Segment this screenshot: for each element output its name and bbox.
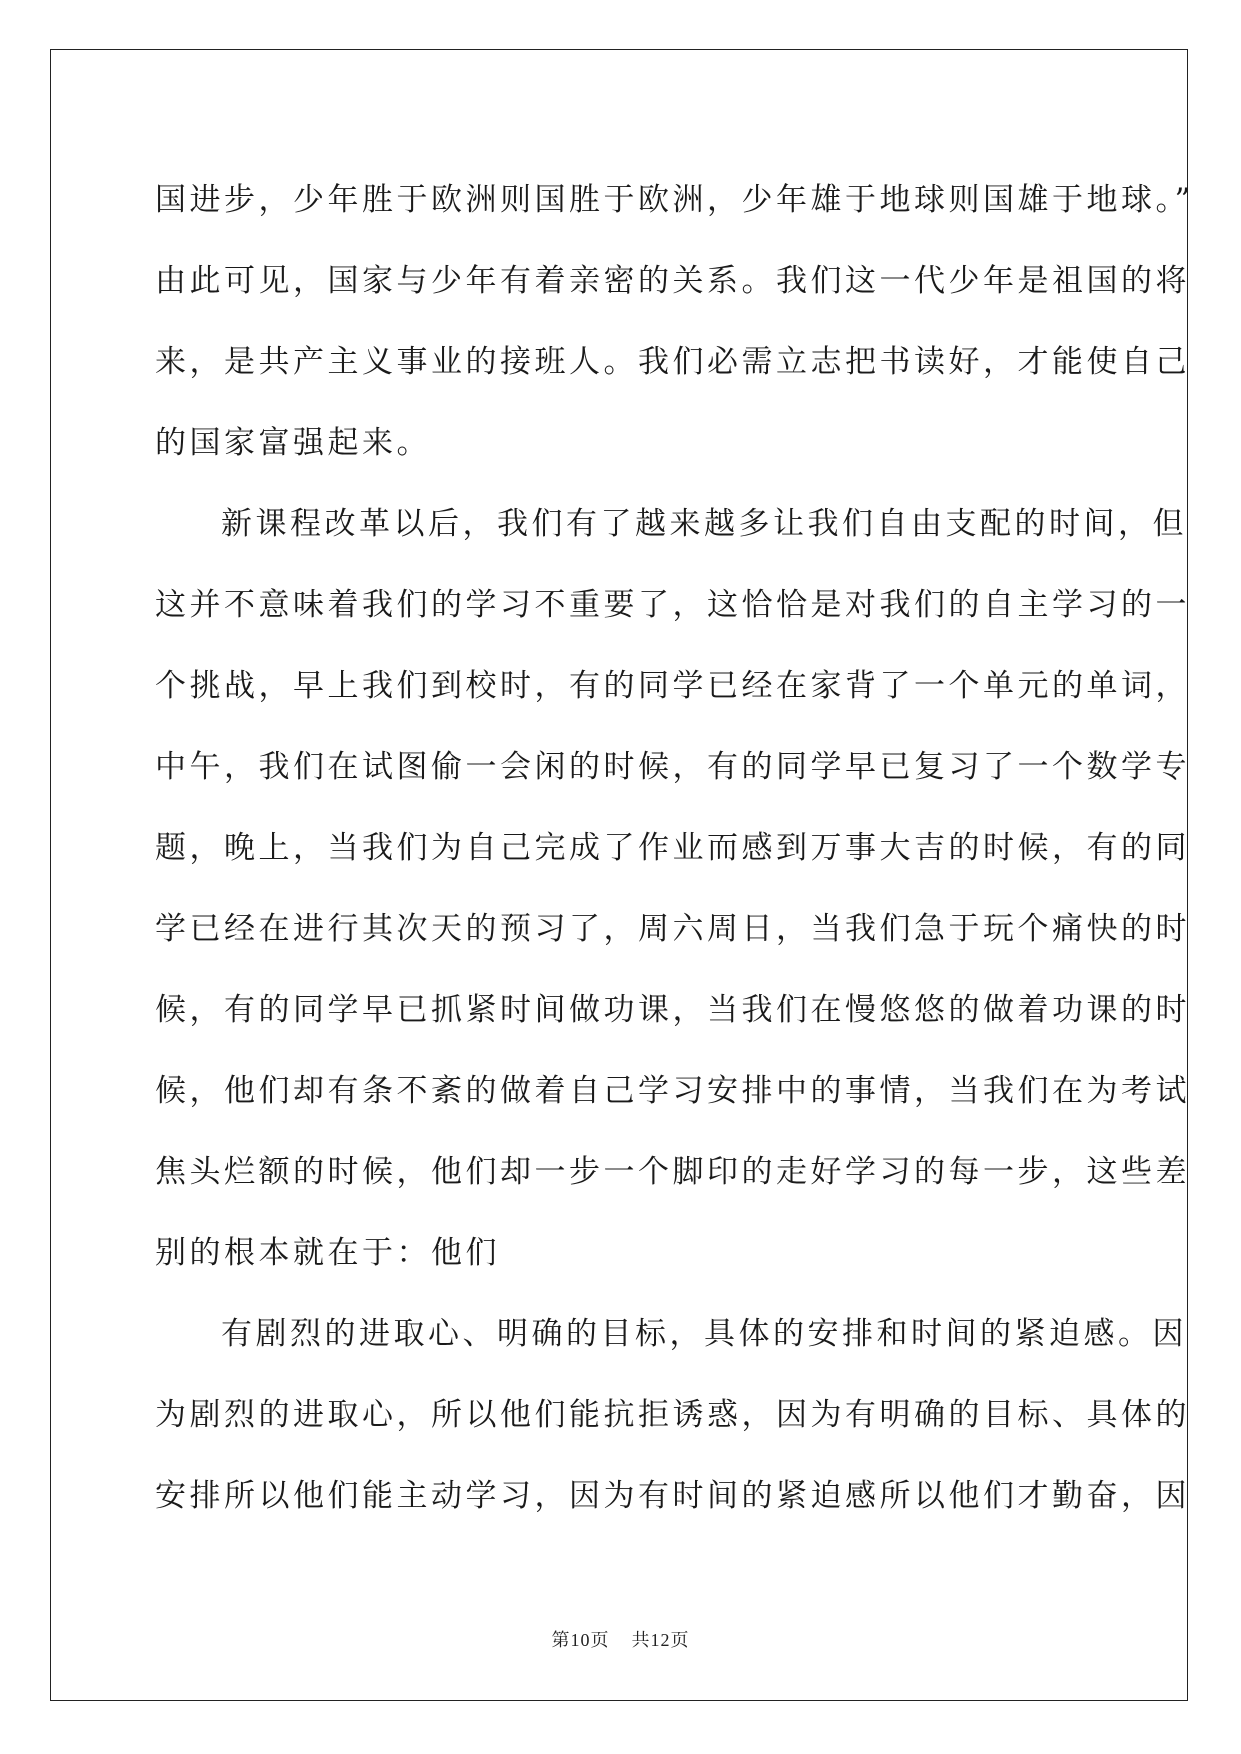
text-line: 题，晚上，当我们为自己完成了作业而感到万事大吉的时候，有的同 bbox=[155, 830, 1190, 866]
text-line: 有剧烈的进取心、明确的目标，具体的安排和时间的紧迫感。因 bbox=[221, 1316, 1187, 1352]
text-line: 为剧烈的进取心，所以他们能抗拒诱惑，因为有明确的目标、具体的 bbox=[155, 1397, 1190, 1433]
text-line: 焦头烂额的时候，他们却一步一个脚印的走好学习的每一步，这些差 bbox=[155, 1154, 1190, 1190]
text-line: 来，是共产主义事业的接班人。我们必需立志把书读好，才能使自己 bbox=[155, 344, 1190, 380]
text-line: 新课程改革以后，我们有了越来越多让我们自由支配的时间，但 bbox=[221, 506, 1187, 542]
page-footer bbox=[0, 1626, 1241, 1652]
text-line: 安排所以他们能主动学习，因为有时间的紧迫感所以他们才勤奋，因 bbox=[155, 1478, 1190, 1514]
document-body bbox=[155, 160, 1194, 1537]
text-line: 国进步，少年胜于欧洲则国胜于欧洲，少年雄于地球则国雄于地球。” bbox=[155, 182, 1194, 218]
text-line: 学已经在进行其次天的预习了，周六周日，当我们急于玩个痛快的时 bbox=[155, 911, 1190, 947]
text-line: 由此可见，国家与少年有着亲密的关系。我们这一代少年是祖国的将 bbox=[155, 263, 1190, 299]
text-line: 别的根本就在于：他们 bbox=[155, 1235, 500, 1271]
text-line: 这并不意味着我们的学习不重要了，这恰恰是对我们的自主学习的一 bbox=[155, 587, 1190, 623]
text-line: 中午，我们在试图偷一会闲的时候，有的同学早已复习了一个数学专 bbox=[155, 749, 1190, 785]
page-total: 共12页 bbox=[631, 1630, 690, 1650]
text-line: 个挑战，早上我们到校时，有的同学已经在家背了一个单元的单词， bbox=[155, 668, 1190, 704]
text-line: 的国家富强起来。 bbox=[155, 425, 431, 461]
text-line: 候，有的同学早已抓紧时间做功课，当我们在慢悠悠的做着功课的时 bbox=[155, 992, 1190, 1028]
text-line: 候，他们却有条不紊的做着自己学习安排中的事情，当我们在为考试 bbox=[155, 1073, 1190, 1109]
page-number: 第10页 bbox=[551, 1630, 610, 1650]
